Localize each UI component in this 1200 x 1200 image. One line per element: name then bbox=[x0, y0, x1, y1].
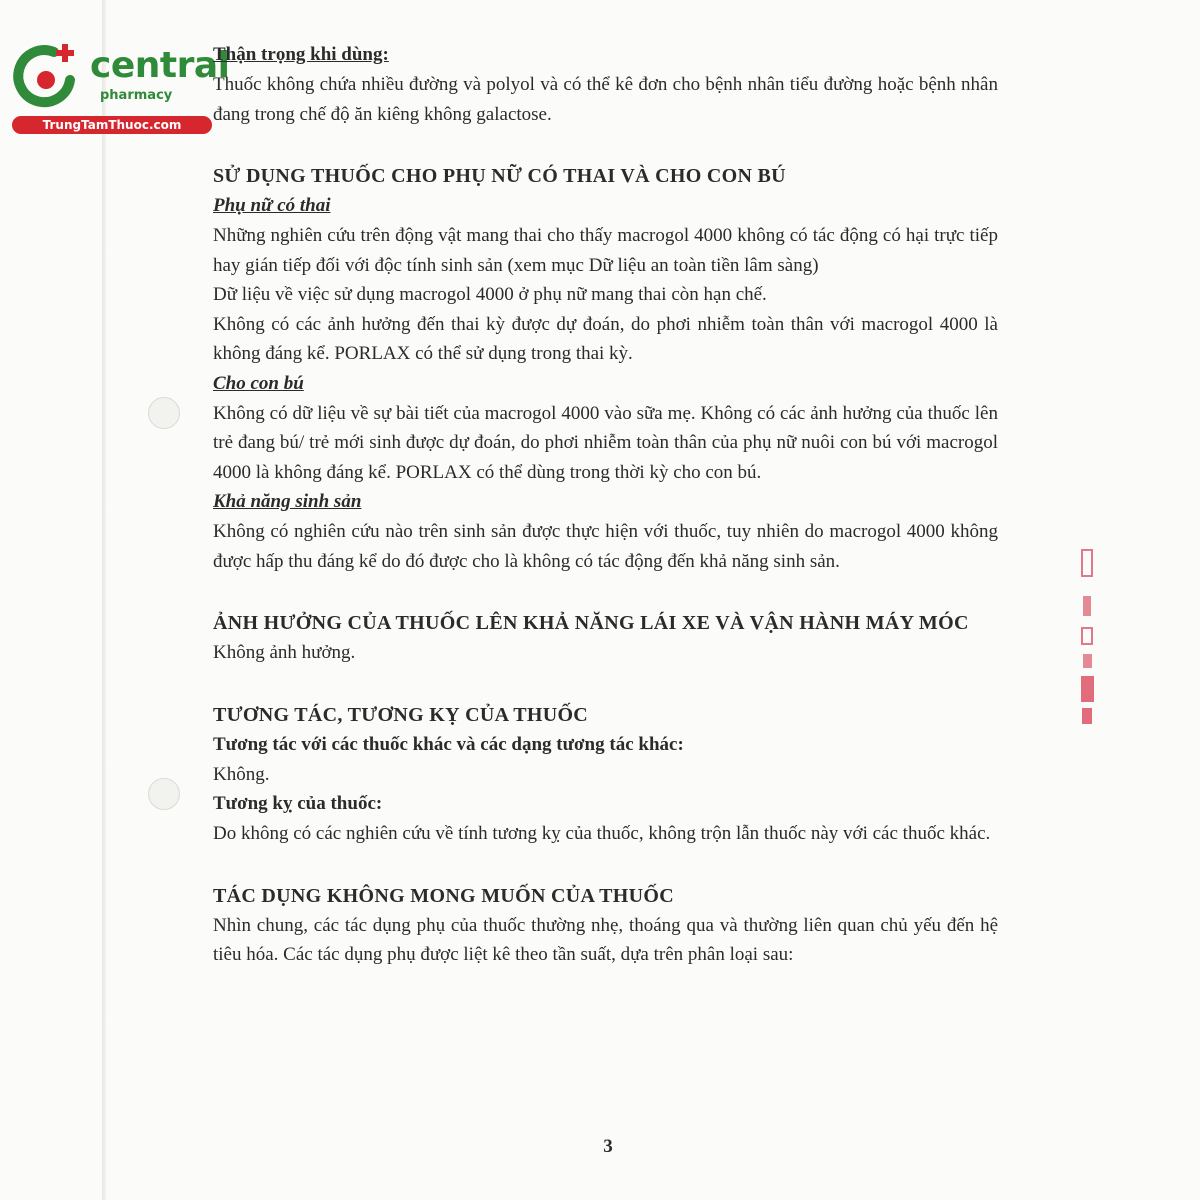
caution-paragraph: Thuốc không chứa nhiều đường và polyol và có thể kê đơn cho bệnh nhân tiểu đường hoặc bệnh nhân đang trong chế độ ăn kiêng không galactose. bbox=[213, 74, 998, 125]
breastfeeding-paragraph: Không có dữ liệu về sự bài tiết của macrogol 4000 vào sữa mẹ. Không có các ảnh hưởng của thuốc lên trẻ đang bú/ trẻ mới sinh được dự đoán, do phơi nhiễm toàn thân của phụ nữ nuôi con bú với macrogol 4000 là không đáng kể. PORLAX có thể dùng trong thời kỳ cho con bú. bbox=[213, 402, 998, 483]
punch-hole-top bbox=[148, 397, 180, 429]
interactions-section-heading: TƯƠNG TÁC, TƯƠNG KỴ CỦA THUỐC bbox=[213, 703, 589, 726]
logo-url-banner: TrungTamThuoc.com bbox=[12, 116, 212, 134]
red-stamp-mark bbox=[1076, 548, 1100, 728]
pregnant-paragraph-1: Những nghiên cứu trên động vật mang thai cho thấy macrogol 4000 không có tác động có hại trực tiếp hay gián tiếp đối với độc tính sinh sản (xem mục Dữ liệu an toàn tiền lâm sàng) bbox=[213, 225, 998, 276]
logo-subtitle: pharmacy bbox=[100, 88, 173, 103]
punch-hole-bottom bbox=[148, 778, 180, 810]
incompatibility-paragraph: Do không có các nghiên cứu về tính tương kỵ của thuốc, không trộn lẫn thuốc này với các thuốc khác. bbox=[213, 823, 991, 844]
fertility-paragraph: Không có nghiên cứu nào trên sinh sản được thực hiện với thuốc, tuy nhiên do macrogol 4000 không được hấp thu đáng kể do đó được cho là không có tác động đến khả năng sinh sản. bbox=[213, 521, 998, 572]
caution-heading: Thận trọng khi dùng: bbox=[213, 44, 389, 65]
document-body bbox=[213, 40, 998, 970]
pharmacy-cross-logo-icon bbox=[8, 36, 88, 116]
driving-section-heading: ẢNH HƯỞNG CỦA THUỐC LÊN KHẢ NĂNG LÁI XE VÀ VẬN HÀNH MÁY MÓC bbox=[213, 612, 969, 634]
interactions-subheading: Tương tác với các thuốc khác và các dạng tương tác khác: bbox=[213, 733, 684, 755]
breastfeeding-subheading: Cho con bú bbox=[213, 372, 304, 394]
pregnant-paragraph-3: Không có các ảnh hưởng đến thai kỳ được dự đoán, do phơi nhiễm toàn thân với macrogol 4000 là không đáng kể. PORLAX có thể sử dụng trong thai kỳ. bbox=[213, 313, 998, 364]
pregnant-paragraph-2: Dữ liệu về việc sử dụng macrogol 4000 ở phụ nữ mang thai còn hạn chế. bbox=[213, 284, 767, 305]
fertility-subheading: Khả năng sinh sản bbox=[213, 491, 362, 512]
driving-paragraph: Không ảnh hưởng. bbox=[213, 642, 356, 663]
pregnancy-section-heading: SỬ DỤNG THUỐC CHO PHỤ NỮ CÓ THAI VÀ CHO CON BÚ bbox=[213, 165, 786, 187]
page-edge bbox=[102, 0, 106, 1200]
logo-brand-text: central bbox=[90, 45, 230, 86]
page-number: 3 bbox=[603, 1136, 613, 1157]
incompatibility-subheading: Tương kỵ của thuốc: bbox=[213, 793, 383, 814]
adverse-effects-section-heading: TÁC DỤNG KHÔNG MONG MUỐN CỦA THUỐC bbox=[213, 884, 674, 907]
adverse-effects-paragraph: Nhìn chung, các tác dụng phụ của thuốc thường nhẹ, thoáng qua và thường liên quan chủ yếu đến hệ tiêu hóa. Các tác dụng phụ được liệt kê theo tần suất, dựa trên phân loại sau: bbox=[213, 914, 998, 965]
pregnant-women-subheading: Phụ nữ có thai bbox=[213, 195, 331, 216]
interactions-paragraph: Không. bbox=[213, 763, 270, 785]
central-pharmacy-logo bbox=[8, 36, 230, 136]
